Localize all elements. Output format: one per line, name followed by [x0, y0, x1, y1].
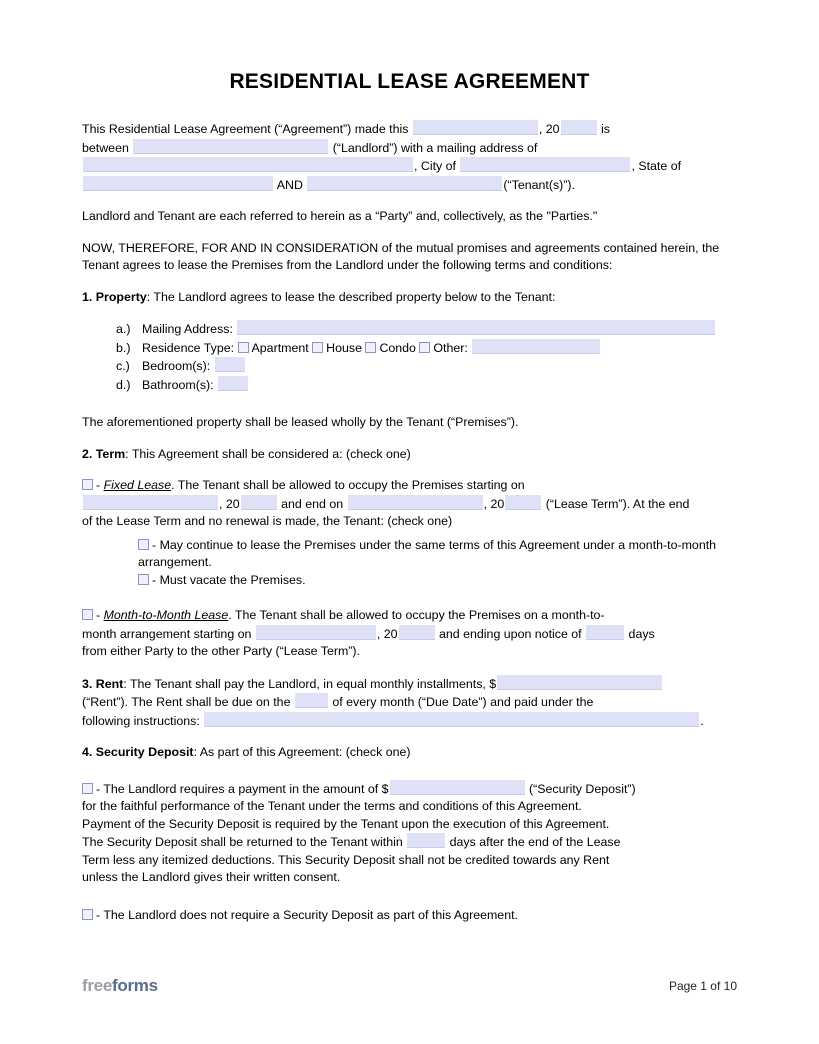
landlord-address-field[interactable] — [83, 157, 413, 172]
checkbox-apartment[interactable] — [238, 342, 249, 353]
rent-amount-field[interactable] — [497, 675, 662, 690]
sd-body-3a: The Security Deposit shall be returned to the Tenant within — [82, 835, 403, 849]
tenant-name-field[interactable] — [307, 176, 502, 191]
item-d-text: Bathroom(s): — [142, 377, 214, 392]
mtm-line3: from either Party to the other Party (“Lease Term”). — [82, 644, 360, 658]
section-2-heading: 2. Term — [82, 446, 126, 461]
checkbox-other[interactable] — [419, 342, 430, 353]
lease-end-year-field[interactable] — [505, 495, 541, 510]
section-3-line3: following instructions: — [82, 713, 200, 728]
checkbox-month-to-month-lease[interactable] — [82, 609, 93, 620]
consideration-paragraph: NOW, THEREFORE, FOR AND IN CONSIDERATION of the mutual promises and agreements contained herein, the Tenant agrees to lease the Premises from the Landlord under the following terms and conditions: — [82, 240, 720, 272]
sd-body-3b: days after the end of the Lease — [449, 835, 621, 849]
section-3-block — [82, 675, 737, 731]
section-1-heading-line — [82, 289, 737, 307]
sd-body-1: for the faithful performance of the Tenant under the terms and conditions of this Agreement. — [82, 799, 582, 813]
item-c-label: c.) — [116, 359, 130, 373]
fixed-lease-label: Fixed Lease — [103, 478, 172, 492]
security-deposit-option-1 — [82, 780, 737, 887]
bathrooms-field[interactable] — [218, 376, 248, 391]
mtm-line2c: and ending upon notice of — [439, 626, 582, 641]
section-1-closing: The aforementioned property shall be leased wholly by the Tenant (“Premises”). — [82, 415, 519, 429]
intro-text-6: , City of — [414, 159, 456, 173]
item-d-label: d.) — [116, 377, 131, 392]
fixed-line2a: , 20 — [219, 496, 240, 511]
residence-type-other-field[interactable] — [472, 339, 600, 354]
fixed-line2d: (“Lease Term”). At the end — [545, 496, 690, 511]
payment-instructions-field[interactable] — [204, 712, 699, 727]
section-3-heading: 3. Rent — [82, 676, 124, 691]
mtm-line2d: days — [628, 626, 655, 641]
landlord-city-field[interactable] — [460, 157, 630, 172]
intro-text-7: , State of — [631, 159, 682, 173]
fixed-post: . The Tenant shall be allowed to occupy the Premises starting on — [171, 478, 525, 492]
fixed-lease-suboption-1 — [138, 537, 737, 572]
lease-start-year-field[interactable] — [241, 495, 277, 510]
landlord-state-field[interactable] — [83, 176, 273, 191]
intro-text-8: AND — [276, 177, 303, 192]
intro-text-3: is — [601, 122, 610, 136]
mtm-post: . The Tenant shall be allowed to occupy the Premises on a month-to- — [228, 608, 605, 622]
mtm-line2a: month arrangement starting on — [82, 626, 252, 641]
section-2-heading-line — [82, 446, 737, 464]
lease-start-date-field[interactable] — [83, 495, 218, 510]
bedrooms-field[interactable] — [215, 357, 245, 372]
checkbox-must-vacate[interactable] — [138, 574, 149, 585]
fixed-line2c: , 20 — [483, 496, 505, 511]
section-2-text: : This Agreement shall be considered a: (check one) — [125, 446, 411, 461]
security-deposit-option-2 — [82, 907, 737, 925]
section-3-line2b: of every month (“Due Date”) and paid under the — [332, 695, 594, 709]
sd-body-5: unless the Landlord gives their written consent. — [82, 870, 341, 884]
fixed-sub2-text: - Must vacate the Premises. — [152, 572, 306, 587]
label-other: Other: — [433, 340, 468, 355]
mtm-notice-days-field[interactable] — [586, 625, 624, 640]
page-number: Page 1 of 10 — [668, 979, 737, 993]
sd-body-2: Payment of the Security Deposit is required by the Tenant upon the execution of this Agreement. — [82, 816, 610, 831]
item-residence-type — [116, 339, 737, 358]
freeforms-logo — [82, 976, 158, 996]
lease-end-date-field[interactable] — [348, 495, 483, 510]
intro-text-2: , 20 — [538, 122, 560, 136]
intro-paragraph — [82, 120, 737, 194]
item-a-text: Mailing Address: — [142, 322, 233, 336]
intro-text-1: This Residential Lease Agreement (“Agreement”) made this — [82, 122, 409, 136]
fixed-lease-block — [82, 477, 737, 531]
item-b-label: b.) — [116, 340, 131, 355]
fixed-pre: - — [96, 478, 104, 492]
item-bathrooms — [116, 376, 737, 395]
section-4-text: : As part of this Agreement: (check one) — [193, 745, 411, 759]
mtm-start-year-field[interactable] — [399, 625, 435, 640]
mtm-start-date-field[interactable] — [256, 625, 376, 640]
fixed-line3: of the Lease Term and no renewal is made, the Tenant: (check one) — [82, 514, 453, 528]
security-deposit-return-days-field[interactable] — [407, 833, 445, 848]
label-house: House — [326, 340, 362, 355]
checkbox-continue-month-to-month[interactable] — [138, 539, 149, 550]
checkbox-no-security-deposit[interactable] — [82, 909, 93, 920]
month-to-month-label: Month-to-Month Lease — [103, 608, 229, 622]
section-4-heading: 4. Security Deposit — [82, 745, 194, 759]
security-deposit-amount-field[interactable] — [390, 780, 525, 795]
landlord-name-field[interactable] — [133, 139, 328, 154]
logo-forms-text: forms — [112, 976, 158, 995]
sd-opt1-b: (“Security Deposit”) — [528, 781, 636, 796]
page-footer — [82, 976, 737, 996]
item-b-text: Residence Type: — [142, 340, 235, 355]
item-mailing-address — [116, 320, 737, 339]
section-1-text: : The Landlord agrees to lease the described property below to the Tenant: — [146, 289, 556, 304]
agreement-date-field[interactable] — [413, 120, 538, 135]
intro-text-5: (“Landlord”) with a mailing address of — [332, 140, 538, 155]
sd-opt2-text: - The Landlord does not require a Security Deposit as part of this Agreement. — [96, 907, 518, 922]
checkbox-condo[interactable] — [365, 342, 376, 353]
label-apartment: Apartment — [251, 340, 309, 355]
sd-opt1-a: - The Landlord requires a payment in the amount of $ — [96, 781, 389, 796]
section-4-heading-line — [82, 744, 737, 762]
label-condo: Condo — [379, 340, 416, 355]
fixed-line2b: and end on — [281, 496, 344, 511]
intro-text-4: between — [82, 140, 129, 155]
agreement-year-field[interactable] — [561, 120, 597, 135]
page-title: RESIDENTIAL LEASE AGREEMENT — [229, 70, 590, 93]
section-3-line3end: . — [700, 713, 704, 728]
item-c-text: Bedroom(s): — [142, 359, 211, 373]
sd-body-4: Term less any itemized deductions. This Security Deposit shall not be credited towards any Rent — [82, 852, 610, 867]
mtm-line2b: , 20 — [376, 626, 398, 641]
section-3-line2a: (“Rent”). The Rent shall be due on the — [82, 695, 291, 709]
month-to-month-block — [82, 607, 737, 661]
checkbox-fixed-lease[interactable] — [82, 479, 93, 490]
fixed-sub1-text: - May continue to lease the Premises under the same terms of this Agreement under a month-to-month arrangement. — [138, 537, 717, 569]
section-1-heading: 1. Property — [82, 289, 147, 304]
section-3-text: : The Tenant shall pay the Landlord, in equal monthly installments, $ — [123, 676, 497, 691]
logo-free-text: free — [82, 976, 112, 995]
checkbox-house[interactable] — [312, 342, 323, 353]
section-1-items — [116, 320, 737, 394]
parties-paragraph: Landlord and Tenant are each referred to herein as a “Party” and, collectively, as the "Parties." — [82, 209, 598, 223]
mtm-pre: - — [96, 608, 104, 622]
property-mailing-address-field[interactable] — [237, 320, 715, 335]
rent-due-day-field[interactable] — [295, 693, 328, 708]
checkbox-security-deposit-required[interactable] — [82, 783, 93, 794]
intro-text-9: (“Tenant(s)”). — [503, 177, 575, 192]
item-bedrooms — [116, 357, 737, 376]
item-a-label: a.) — [116, 322, 131, 336]
fixed-lease-suboption-2 — [138, 572, 737, 590]
